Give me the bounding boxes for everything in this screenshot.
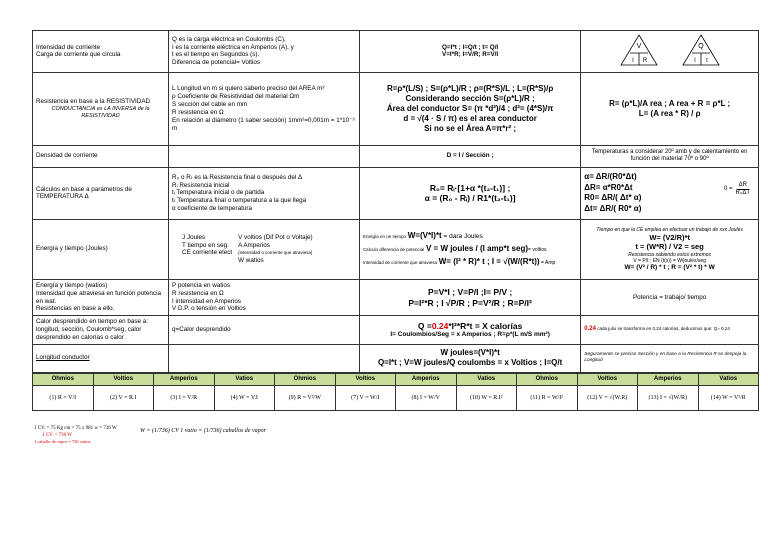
row-formula [359,167,580,219]
side-note: Tiempo en que la CE emplea en efectuar un trabajo de xxx Joules [596,226,743,233]
formula-eq: W= (I² * R)* t ; I = √(W/(R*t)) [438,256,540,266]
formula-post: = voltios [528,246,547,253]
heat-coefficient: 0.24 [584,326,596,333]
ohm-formula-cell: (14) W = V²/R [698,385,759,410]
desc-line: α coeficiente de temperatura [172,205,252,213]
side-line: W= (V2/R)*t [649,232,690,242]
footer-line: 1 CV. = 736 W [42,432,72,438]
label-line: Resistencias en base a ello. [36,305,115,313]
formula-line: R=ρ*(L/S) ; S=(ρ*L)/R ; ρ=(R*S)/L ; L=(R*S)/ρ [386,83,554,93]
formula-line: D = I / Sección ; [446,152,494,160]
row-energia-watios [33,279,759,315]
ohm-header: Ohmios [517,373,578,385]
row-longitud [33,344,759,372]
alpha-fraction [724,182,750,198]
row-formula [359,219,580,279]
row-label [33,219,169,279]
ohm-formula-cell: (3) I = V/R [154,385,215,410]
side-line: Δt= ΔR/( R0* α) [584,204,642,214]
units-table [182,234,313,265]
fraction-num: ΔR [737,182,749,191]
row-desc [169,31,360,73]
row-formula [359,279,580,315]
row-desc [169,344,360,372]
unit-cell: A Amperios [238,241,270,249]
row-label [33,344,169,372]
row-side [581,316,759,345]
row-label [33,145,169,167]
unit-cell: J Joules [182,233,206,241]
desc-line: tᵢ Temperatura inicial o de partida [172,189,265,197]
ohm-law-table [32,373,759,411]
row-side [581,167,759,219]
label-line: Energía y tiempo (Joules) [36,245,108,253]
ohm-formula-cell: (8) I = W/V [396,385,457,410]
formula-line: Si no se el Área A=π*r² ; [424,123,517,133]
formula-pre: Energía en un tiempo [362,234,406,240]
desc-line: Q es la carga eléctrica en Coulombs (C), [172,35,286,43]
formula-post: = Amp [539,259,556,266]
ohm-formula-cell: (1) R = V/I [33,385,94,410]
side-note: Temperaturas a considerar 20º amb y de calentamiento en función del material 70º o 90º [591,148,748,163]
row-side [581,344,759,372]
side-note: Potencia = trabajo/ tiempo [632,293,707,301]
label-line: Calor desprendido en tiempo en base a: longitud, sección, Coulomb*seg, calor desprendido en calorías o calor [36,318,149,342]
label-line: Carga de corriente que circula [36,51,121,59]
formula-line: P=I²*R ; I √P/R ; P=V²/R ; R=P/I² [408,297,532,308]
row-formula [359,31,580,73]
row-label [33,279,169,315]
row-formula [359,344,580,372]
triangle-bl: I [631,58,634,64]
side-note: V = P/I ; EN (t(s)) = W/joules/seg [633,257,706,264]
ohm-triangle-icon [619,33,659,67]
desc-line: Rᵢ Resistencia inicial [172,181,230,189]
row-label [33,72,169,145]
ohm-formula-row [33,385,759,410]
formula-pre: Calculo diferencia de potencial [362,246,425,252]
desc-line: En relación al diámetro (1 saber sección) 1mm²=0,001m = 1*10⁻³ m [172,116,355,132]
formula-post: = dara Joules [441,233,483,241]
side-line: α= ΔR/(R0*Δt) [584,171,637,181]
heat-formula: Q =0.24*I²*R*t = X calorías [417,320,523,331]
desc-line: S sección del cable en mm [172,101,248,108]
ohm-formula-cell: (7) V = W/I [335,385,396,410]
formula-eq: W=(V*I)*t [407,231,442,241]
unit-cell: CE corriente elect [182,249,233,257]
side-line: R= (ρ*L)/A rea ; A rea + R = ρ*L ; [609,98,731,108]
formula-line: Q=I*t ; I=Q/t ; t= Q/I [442,43,499,51]
side-line: R0= ΔR/( Δt* α) [584,193,642,203]
desc-line: Diferencia de potencial= Voltios [172,59,261,67]
label-line: Intensidad que atraviesa en función potencia en wat. [36,289,161,305]
unit-cell: (intensidad o corriente que atraviesa) [238,250,313,256]
ohm-header: Vatios [214,373,275,385]
row-formula [359,316,580,345]
footer-equation: W = (1/736) CV 1 vatio = (1/736) caballos de vapor [140,428,266,434]
row-desc [169,219,360,279]
row-desc [169,167,360,219]
fraction-prefix: 0 = [723,186,733,193]
formula-line [363,230,577,243]
unit-cell [182,257,238,265]
formula-line: R₀= Rᵢ·[1+α *(t₂-t₁)] ; [429,182,511,193]
label-line: Longitud conductor [36,354,90,362]
formula-line: Considerando sección S=(ρ*L)/R ; [405,93,535,103]
triangle-bl: I [693,58,696,64]
side-note: Resistencia sabiendo estos extremos [628,251,712,258]
label-line: Cálculos en base a parámetros de TEMPERATURA Δ [36,185,132,201]
desc-line: tₜ Temperatura final o temperatura a la que llega [172,197,307,205]
label-line: Energía y tiempo (watios) [36,281,108,289]
desc-line: I intensidad en Amperios [172,297,242,305]
side-note: cada julio se transforma en 0,24 calorías, deducimos que: Q= 0,24 [597,326,730,332]
formula-line [363,256,577,269]
unit-cell: V voltios (Dif Pot o Voltaje) [238,233,313,241]
desc-line: P potencia en watios [172,281,231,289]
formula-line: V=I*R; I=V/R; R=V/I [442,51,499,59]
ohm-header: Voltios [93,373,154,385]
row-resistividad [33,72,759,145]
row-label [33,316,169,345]
ohm-formula-cell: (9) R = V²/W [275,385,336,410]
formula-line: α = (R₀ - Rᵢ) / R1*(t₂-t₁)] [424,193,516,204]
formula-pre: Intensidad de corriente que atraviesa [362,259,437,265]
side-line: ΔR= α*R0*Δt [584,182,633,192]
ohm-formula-cell: (12) V = √(W.R) [577,385,638,410]
ohm-formula-cell: (11) R = W/I² [517,385,578,410]
formula-line: Q=I*t ; V=W joules/Q coulombs = x Voltios ; I=Q/t [377,358,563,368]
side-note: Seguramente se precise Sección y en base a la Resistencia R se despeja la Longitud [584,352,747,364]
row-desc [169,72,360,145]
ohm-header: Vatios [698,373,759,385]
formula-eq: V = W joules / (I amp*t seg) [425,243,529,253]
side-line: W= (V² / R) * t ; R = (V² * t) * W [624,264,715,272]
desc-line: R₀ o Rₜ es la Resistencia final o después del Δ [172,173,303,181]
label-line: Intensidad de corriente [36,43,101,51]
row-formula [359,145,580,167]
row-side [581,145,759,167]
footer-line: 1 caballo de vapor = 736 vatios [34,439,91,444]
footer-notes [34,426,117,445]
formula-line: I= Coulombios/Seg = x Amperios ; R=ρ*(L m/S mm²) [390,331,550,339]
fraction-den: R₀ΔT [735,190,750,197]
ohm-header-row [33,373,759,385]
ohm-header: Voltios [335,373,396,385]
ohm-header: Voltios [577,373,638,385]
row-label [33,31,169,73]
side-line: L= (A rea * R) / ρ [638,108,701,118]
unit-cell: W watios [238,257,264,265]
ohm-formula-cell: (10) W = R.I² [456,385,517,410]
side-line: t = (W*R) / V2 = seg [635,242,704,252]
row-side [581,279,759,315]
row-desc [169,316,360,345]
desc-line: R resistencia en Ω [172,289,224,297]
label-italic: CONDUCTANCIA es LA INVERSA de la RESISTIVIDAD [51,105,150,119]
ohm-header: Amperios [154,373,215,385]
triangle-top: Q [697,43,704,50]
desc-line: R resistencia en Ω [172,108,224,116]
ohm-header: Ohmios [275,373,336,385]
row-temperatura [33,167,759,219]
formula-line: d = √(4 · S / π) es el area conductor [403,113,537,123]
desc-line: t es el tiempo en Segundos (s). [172,51,260,59]
row-desc [169,145,360,167]
row-intensidad [33,31,759,73]
row-calor [33,316,759,345]
ohm-header: Vatios [456,373,517,385]
label-line: Resistencia en base a la RESISTIVIDAD [36,98,151,106]
row-side [581,219,759,279]
formula-line: Área del conductor S= (π *d²)/4 ; d²= (4*S)/π [386,103,554,113]
desc-line: I es la corriente eléctrica en Amperios (A), y [172,43,294,51]
row-desc [169,279,360,315]
formula-line: W joules=(V*I)*t [440,348,500,358]
charge-triangle-icon [681,33,721,67]
triangle-top: V [636,43,642,50]
triangle-br: R [642,58,647,64]
triangle-br: t [705,58,708,64]
desc-line: q=Calor desprendido [172,326,231,334]
desc-line: ρ Coeficiente de Resistividad del material Ωm [172,93,300,101]
row-side [581,31,759,73]
ohm-header: Ohmios [33,373,94,385]
ohm-formula-cell: (4) W = V.I [214,385,275,410]
ohm-formula-cell: (2) V = R.I [93,385,154,410]
row-side [581,72,759,145]
formula-line [363,321,577,332]
formula-table [32,30,759,373]
formula-line: P=V*I ; V=P/I ;I= P/V ; [427,286,513,297]
footer-line: 1 CV. = 75 Kg cm = 75 x 981 w = 736 W [34,426,117,431]
heat-coefficient-inline: 0.24 [431,320,449,331]
ohm-header: Amperios [396,373,457,385]
row-formula [359,72,580,145]
row-densidad [33,145,759,167]
row-label [33,167,169,219]
row-energia-joules [33,219,759,279]
formula-sheet [32,30,759,411]
desc-line: L Longitud en m si quiero saberlo preciso del AREA m² [172,85,325,93]
desc-line: V D.P. o tensión en Voltios [172,305,246,313]
ohm-header: Amperios [638,373,699,385]
unit-cell: T tiempo en seg. [182,241,229,249]
formula-line [363,243,577,256]
label-line: Densidad de corriente [36,152,98,160]
ohm-formula-cell: (13) I = √(W/R) [638,385,699,410]
